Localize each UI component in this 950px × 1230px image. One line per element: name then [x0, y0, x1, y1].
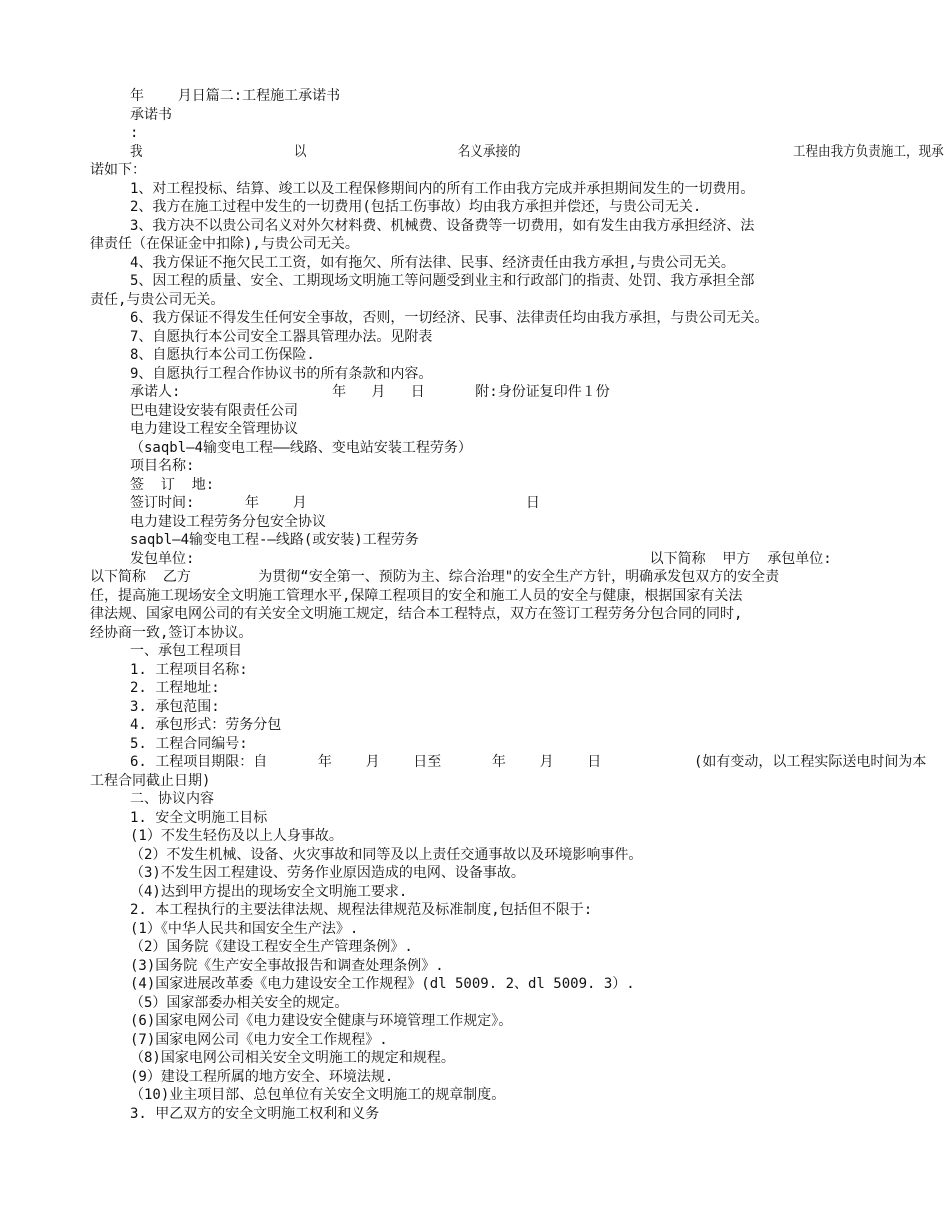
doc-line: 年 月日篇二:工程施工承诺书: [130, 88, 341, 104]
doc-line: 2. 工程地址:: [130, 680, 220, 696]
doc-line: 承诺书: [130, 107, 172, 123]
doc-line: 4、我方保证不拖欠民工工资，如有拖欠、所有法律、民事、经济责任由我方承担,与贵公司无关。: [130, 255, 735, 271]
doc-line: （3)不发生因工程建设、劳务作业原因造成的电网、设备事故。: [130, 865, 525, 881]
doc-line: 4. 承包形式：劳务分包: [130, 717, 282, 733]
doc-line: 签 订 地:: [130, 477, 215, 493]
doc-line: 一、承包工程项目: [130, 643, 242, 659]
doc-line: （2）国务院《建设工程安全生产管理条例》.: [130, 939, 413, 955]
doc-line: 电力建设工程劳务分包安全协议: [130, 514, 326, 530]
doc-line: （8)国家电网公司相关安全文明施工的规定和规程。: [130, 1050, 455, 1066]
doc-line: 承诺人: 年 月 日 附:身份证复印件１份: [130, 384, 610, 400]
doc-line: 7、自愿执行本公司安全工器具管理办法。见附表: [130, 329, 433, 345]
doc-line: 3. 承包范围:: [130, 699, 220, 715]
doc-line: （saqbl—4输变电工程——线路、变电站安装工程劳务）: [130, 440, 472, 456]
doc-line: 经协商一致,签订本协议。: [90, 625, 253, 641]
doc-line: (1）《中华人民共和国安全生产法》.: [130, 921, 359, 937]
doc-line: (4)国家进展改革委《电力建设安全工作规程》(dl 5009. 2、dl 5009. 3）.: [130, 976, 635, 992]
doc-line: 1、对工程投标、结算、竣工以及工程保修期间内的所有工作由我方完成并承担期间发生的一切费用。: [130, 181, 755, 197]
doc-line: (3)国务院《生产安全事故报告和调查处理条例》.: [130, 958, 444, 974]
doc-line: 责任,与贵公司无关。: [90, 292, 225, 308]
doc-line: 5. 工程合同编号:: [130, 736, 248, 752]
doc-line: 诺如下：: [90, 162, 146, 178]
doc-line: :: [130, 125, 139, 141]
doc-line: （4)达到甲方提出的现场安全文明施工要求.: [130, 884, 408, 900]
doc-line: 8、自愿执行本公司工伤保险.: [130, 347, 315, 363]
doc-line: 任，提高施工现场安全文明施工管理水平,保障工程项目的安全和施工人员的安全与健康，根据国家有关法: [90, 588, 743, 604]
doc-line: 发包单位: 以下简称 甲方 承包单位:: [130, 551, 832, 567]
doc-line: 2. 本工程执行的主要法律法规、规程法律规范及标准制度,包括但不限于:: [130, 902, 593, 918]
doc-line: saqbl—4输变电工程-—线路(或安装)工程劳务: [130, 532, 419, 548]
doc-line: 巴电建设安装有限责任公司: [130, 403, 298, 419]
doc-line: 6、我方保证不得发生任何安全事故，否则，一切经济、民事、法律责任均由我方承担，与贵公司无关。: [130, 310, 769, 326]
doc-line: 律法规、国家电网公司的有关安全文明施工规定，结合本工程特点，双方在签订工程劳务分包合同的同时,: [90, 606, 743, 622]
doc-line: （10)业主项目部、总包单位有关安全文明施工的规章制度。: [130, 1087, 506, 1103]
doc-line: 工程合同截止日期): [90, 773, 211, 789]
doc-line: 1. 安全文明施工目标: [130, 810, 268, 826]
doc-line: 3. 甲乙双方的安全文明施工权利和义务: [130, 1106, 380, 1122]
doc-line: 项目名称:: [130, 458, 195, 474]
doc-line: 二、协议内容: [130, 791, 214, 807]
doc-line: 律责任（在保证金中扣除),与贵公司无关。: [90, 236, 359, 252]
doc-line: （2）不发生机械、设备、火灾事故和同等及以上责任交通事故以及环境影响事件。: [130, 847, 643, 863]
doc-line: （5）国家部委办相关安全的规定。: [130, 995, 349, 1011]
doc-line: 签订时间: 年 月 日: [130, 495, 540, 511]
doc-line: 2、我方在施工过程中发生的一切费用(包括工伤事故）均由我方承担并偿还，与贵公司无关.: [130, 199, 702, 215]
doc-line: (1）不发生轻伤及以上人身事故。: [130, 828, 343, 844]
doc-line: 电力建设工程安全管理协议: [130, 421, 298, 437]
doc-line: (9）建设工程所属的地方安全、环境法规.: [130, 1069, 394, 1085]
doc-line: 1. 工程项目名称:: [130, 662, 248, 678]
doc-line: 3、我方决不以贵公司名义对外欠材料费、机械费、设备费等一切费用，如有发生由我方承担经济、法: [130, 218, 755, 234]
doc-line: (6)国家电网公司《电力建设安全健康与环境管理工作规定》。: [130, 1013, 513, 1029]
doc-line: 5、因工程的质量、安全、工期现场文明施工等问题受到业主和行政部门的指责、处罚、我方承担全部: [130, 273, 755, 289]
doc-line: (7)国家电网公司《电力安全工作规程》.: [130, 1032, 388, 1048]
doc-line: 以下简称 乙方 为贯彻“安全第一、预防为主、综合治理"的安全生产方针，明确承发包双方的安全责: [90, 569, 780, 585]
doc-line: 我 以 名义承接的 工程由我方负责施工，现承: [130, 144, 944, 160]
doc-line: 6. 工程项目期限：自 年 月 日至 年 月 日 (如有变动，以工程实际送电时间为本: [130, 754, 927, 770]
doc-line: 9、自愿执行工程合作协议书的所有条款和内容。: [130, 366, 433, 382]
